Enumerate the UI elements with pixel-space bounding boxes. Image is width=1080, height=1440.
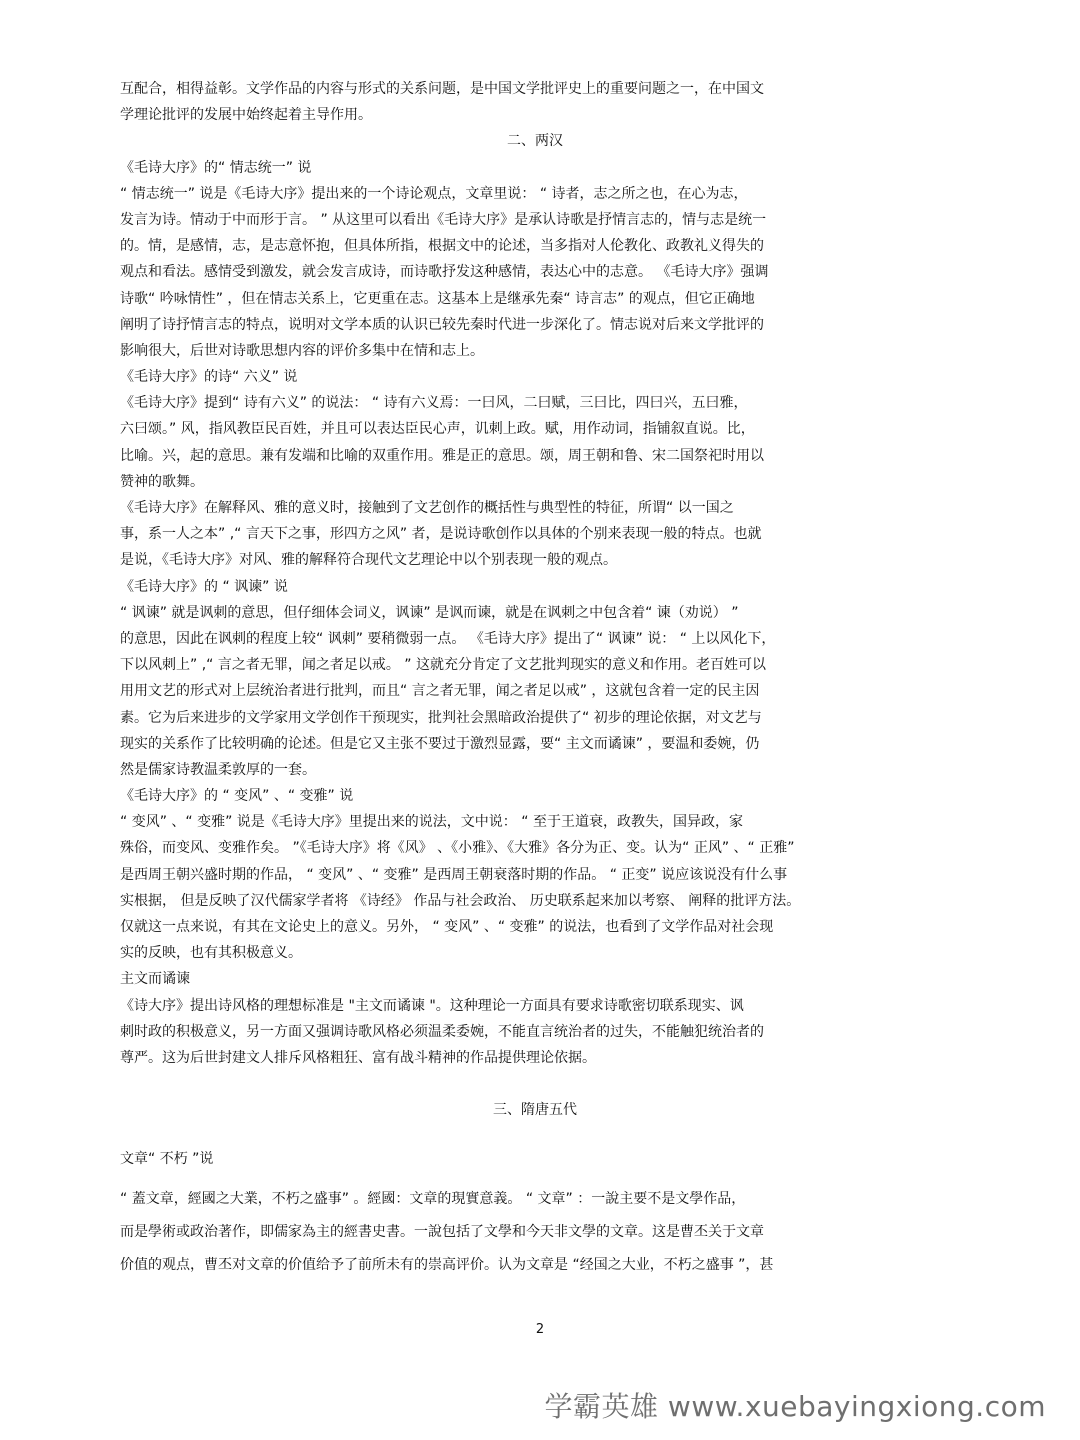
text-line: 是西周王朝兴盛时期的作品， “ 变风” 、“ 变雅” 是西周王朝衰落时期的作品。 “ 正变” 说应该说没有什么事: [120, 866, 788, 883]
document-body: [120, 76, 950, 1282]
subheading-buxiu: 文章“ 不朽 ”说: [120, 1151, 214, 1168]
text-line: 的意思，因此在讽刺的程度上较“ 讽刺” 要稍微弱一点。 《毛诗大序》提出了“ 讽谏” 说： “ 上以风化下，: [120, 630, 776, 647]
text-line: “ 讽谏” 就是讽刺的意思，但仔细体会词义，讽谏” 是讽而谏，就是在讽刺之中包含着“ 谏（劝说） ”: [120, 604, 739, 621]
text-line: 六曰颂。” 风，指风教臣民百姓，并且可以表达臣民心声，讥刺上政。赋，用作动词，指铺叙直说。比，: [120, 421, 755, 438]
text-line: 然是儒家诗教温柔敦厚的一套。: [120, 761, 316, 778]
text-line: “ 变风” 、“ 变雅” 说是《毛诗大序》里提出来的说法，文中说： “ 至于王道衰，政教失，国异政，家: [120, 814, 743, 831]
text-line: 《毛诗大序》的 “ 变风” 、“ 变雅” 说: [120, 788, 354, 805]
text-line: 阐明了诗抒情言志的特点，说明对文学本质的认识已较先秦时代进一步深化了。情志说对后来文学批评的: [120, 316, 764, 333]
text-line: 比喻。兴，起的意思。兼有发端和比喻的双重作用。雅是正的意思。颂，周王朝和鲁、宋二国祭祀时用以: [120, 447, 764, 464]
section-heading-sui-tang: 三、隋唐五代: [493, 1102, 577, 1119]
text-line: 发言为诗。情动于中而形于言。 ” 从这里可以看出《毛诗大序》是承认诗歌是抒情言志的，情与志是统一: [120, 211, 767, 228]
han-section-body: [120, 155, 950, 1072]
text-line: 现实的关系作了比较明确的论述。但是它又主张不要过于激烈显露，要“ 主文而谲谏” ，要温和委婉，仍: [120, 735, 760, 752]
intro-paragraph: [120, 76, 950, 128]
text-line: 《毛诗大序》的“ 情志统一” 说: [120, 159, 312, 176]
text-line: 诗歌“ 吟咏情性” ，但在情志关系上，它更重在志。这基本上是继承先秦“ 诗言志” 的观点，但它正确地: [120, 290, 755, 307]
text-line: 的。情，是感情，志，是志意怀抱，但具体所指，根据文中的论述，当多指对人伦教化、政教礼义得失的: [120, 238, 764, 255]
text-line: 赞神的歌舞。: [120, 473, 204, 490]
text-line: 素。它为后来进步的文学家用文学创作干预现实，批判社会黑暗政治提供了“ 初步的理论依据，对文艺与: [120, 709, 762, 726]
page-number: 2: [535, 1322, 545, 1337]
text-line: 用用文艺的形式对上层统治者进行批判，而且“ 言之者无罪，闻之者足以戒” ，这就包含着一定的民主因: [120, 683, 760, 700]
text-line: 主文而谲谏: [120, 971, 190, 988]
text-line: 影响很大，后世对诗歌思想内容的评价多集中在情和志上。: [120, 342, 484, 359]
text-line: 《毛诗大序》的诗“ 六义” 说: [120, 369, 298, 386]
text-line: “ 蓋文章，經國之大業，不朽之盛事” 。經國：文章的現實意義。 “ 文章” ：一說主要不是文學作品，: [120, 1190, 746, 1207]
text-line: 事，系一人之本” ,“ 言天下之事，形四方之风” 者，是说诗歌创作以具体的个别来表现一般的特点。也就: [120, 526, 762, 543]
text-line: 仅就这一点来说，有其在文论史上的意义。另外， “ 变风” 、“ 变雅” 的说法，也看到了文学作品对社会现: [120, 919, 774, 935]
text-line: 《毛诗大序》的 “ 讽谏” 说: [120, 578, 288, 595]
text-line: 《毛诗大序》提到“ 诗有六义” 的说法： “ 诗有六义焉：一曰风，二曰赋，三曰比，四曰兴，五曰雅，: [120, 395, 748, 412]
text-line: 观点和看法。感情受到激发，就会发言成诗，而诗歌抒发这种感情，表达心中的志意。 《毛诗大序》强调: [120, 264, 769, 281]
text-line: 《毛诗大序》在解释风、雅的意义时，接触到了文艺创作的概括性与典型性的特征，所谓“ 以一国之: [120, 500, 734, 516]
text-line: 尊严。这为后世封建文人排斥风格粗狂、富有战斗精神的作品提供理论依据。: [120, 1049, 596, 1066]
watermark: 学霸英雄 www.xuebayingxiong.com: [544, 1390, 1046, 1423]
text-line: 学理论批评的发展中始终起着主导作用。: [120, 107, 372, 124]
buxiu-paragraph: [120, 1183, 950, 1282]
text-line: 而是學術或政治著作，即儒家為主的經書史書。一說包括了文學和今天非文學的文章。这是曹丕关于文章: [120, 1223, 764, 1240]
text-line: 实根据， 但是反映了汉代儒家学者将 《诗经》 作品与社会政治、 历史联系起来加以考察、 阐释的批评方法。: [120, 892, 801, 909]
text-line: “ 情志统一” 说是《毛诗大序》提出来的一个诗论观点，文章里说： “ 诗者，志之所之也，在心为志，: [120, 185, 748, 202]
text-line: 下以风刺上” ,“ 言之者无罪，闻之者足以戒。 ” 这就充分肯定了文艺批判现实的意义和作用。老百姓可以: [120, 657, 767, 674]
text-line: 互配合，相得益彰。文学作品的内容与形式的关系问题，是中国文学批评史上的重要问题之一，在中国文: [120, 81, 764, 97]
text-line: 殊俗，而变风、变雅作矣。 ”《毛诗大序》将《风》 、《小雅》、《大雅》各分为正、变。认为“ 正风” 、“ 正雅”: [120, 840, 795, 857]
text-line: 是说，《毛诗大序》对风、雅的解释符合现代文艺理论中以个别表现一般的观点。: [120, 552, 617, 569]
text-line: 《诗大序》提出诗风格的理想标准是 "主文而谲谏 "。这种理论一方面具有要求诗歌密切联系现实、讽: [120, 997, 744, 1014]
section-heading-han: 二、两汉: [507, 133, 563, 150]
text-line: 刺时政的积极意义，另一方面又强调诗歌风格必须温柔委婉，不能直言统治者的过失，不能触犯统治者的: [120, 1023, 764, 1040]
text-line: 价值的观点，曹丕对文章的价值给予了前所未有的崇高评价。认为文章是 “经国之大业，不朽之盛事 ”，甚: [120, 1256, 774, 1273]
text-line: 实的反映，也有其积极意义。: [120, 945, 302, 962]
